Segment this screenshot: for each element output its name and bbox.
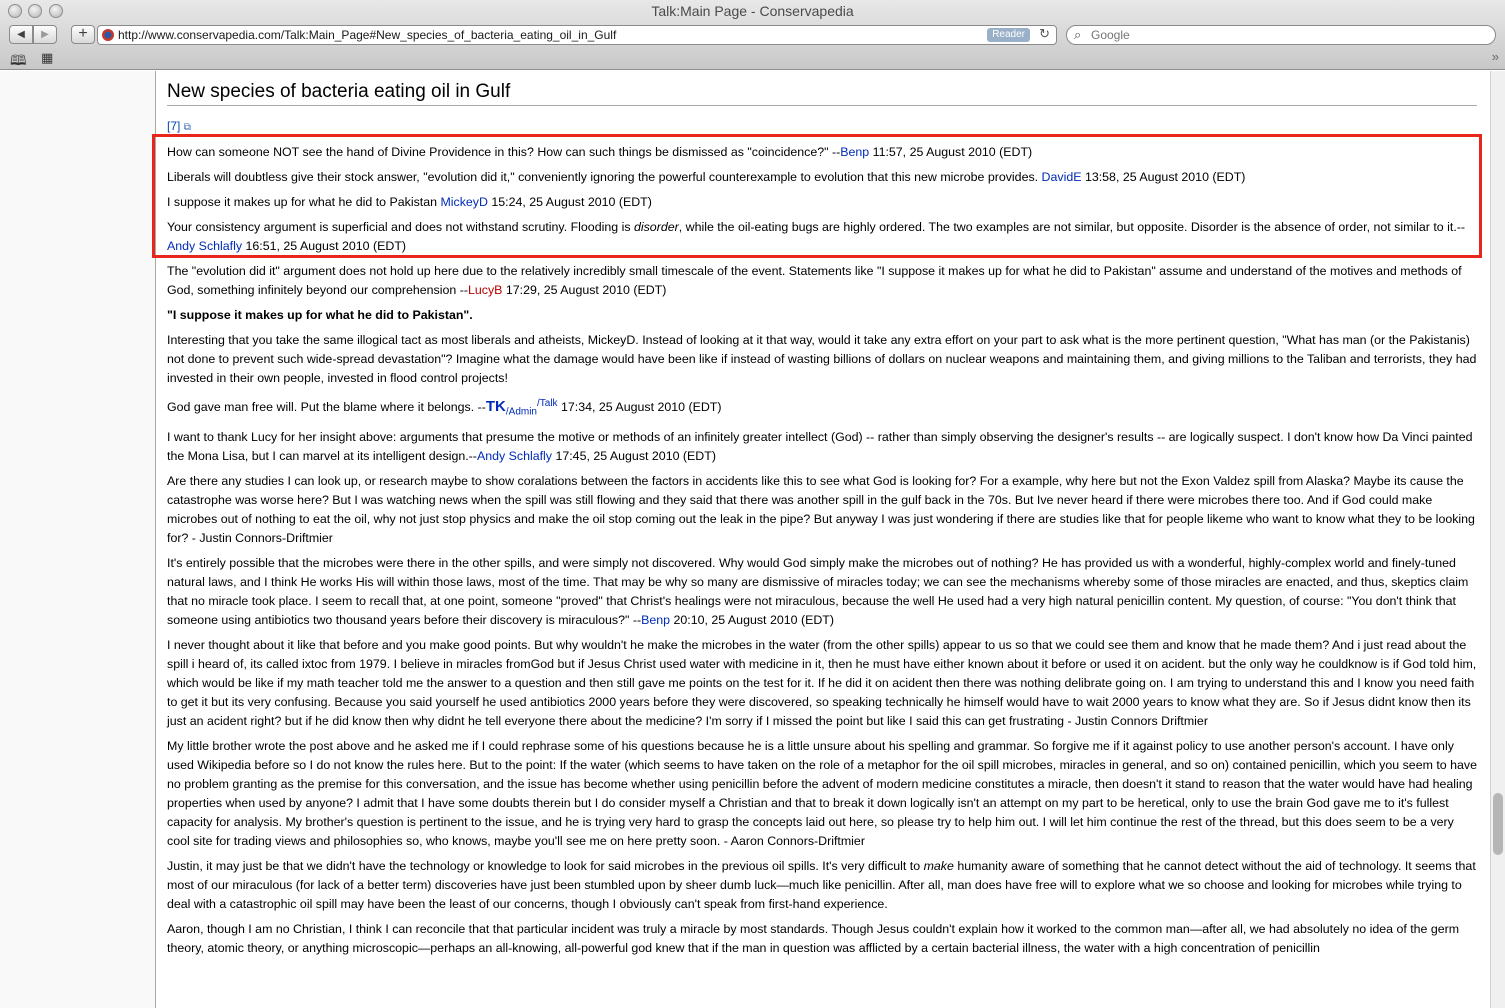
timestamp: 13:58, 25 August 2010 (EDT) — [1081, 170, 1246, 184]
comment-text: humanity aware of something that he cannot detect without the aid of technology. It seems that most of our miraculous (for lack of a better term) discoveries have just been stumbled upon by sheer dumb luck—much like penicillin. After all, man does have free will to explore what we so choose and looking for microbes while trying to deal with a catastrophic oil spill may have been the least of our concerns, though I obviously can't speak from first-hand experience. — [167, 858, 1476, 911]
comment-davide — [167, 168, 1479, 187]
user-link-lucyb[interactable]: LucyB — [467, 283, 503, 297]
quoted-statement: "I suppose it makes up for what he did to Pakistan". — [167, 308, 473, 322]
comment-text: , while the oil-eating bugs are highly ordered. The two examples are not similar, but opposite. Disorder is the absence of order, not similar to it.-- — [678, 220, 1466, 234]
comment-text: The "evolution did it" argument does not hold up here due to the relatively incredibly small timescale of the event. Statements like "I suppose it makes up for what he did to Pakistan" assume and understand of the motives and methods of God, something infinitely beyond our comprehension -- — [167, 264, 1462, 297]
section-heading: New species of bacteria eating oil in Gulf — [167, 81, 1477, 106]
timestamp: 11:57, 25 August 2010 (EDT) — [869, 145, 1033, 159]
comment-text: It's entirely possible that the microbes were there in the other spills, and were simply not discovered. Why would God simply make the microbes out of nothing? He has provided us with a wonderful, highly-complex world and finely-tuned natural laws, and I think He works His will within those laws, most of the time. That may be why so many are dismissive of miracles today; we can see the mechanisms whereby some of those miracles are enacted, and thus, skeptics claim that no miracle took place. I seem to recall that, at one point, someone "proved" that Christ's healings were not miraculous, because the well He used had a very high natural penicillin content. My question, of course: "You don't think that someone using antibiotics two thousand years before their discovery is miraculous?" -- — [167, 555, 1469, 627]
timestamp: 17:29, 25 August 2010 (EDT) — [502, 283, 667, 297]
comment-justin-2: I never thought about it like that before and you make good points. But why wouldn't he make the microbes in the water (from the other spills) appear to us so that we could see them and know that he made them? And i just read about the spill i heard of, its called ixtoc from 1979. I believe in miracles fromGod but if Jesus Christ used water with medicine in it, then he must have either known about it before or used it on acident. but the only way he couldknow is if God told him, which would be like if my math teacher told me the answer to a question and then still gave me points on the test for it. If he did it on acident then there was nothing delibrate going on. I am trying to understand this and I know you need faith to get it but its very confusing. Because you said yourself he used antibiotics 2000 years before they were discovered, so speaking technically he himself would have to wait 2000 years to know what they are. So if Jesus didnt know then its just an acident right? but if he did know then why didnt he tell everyone there about the medicine? I'm sorry if I missed the point but like I said this can get frustrating - Justin Connors Driftmier — [167, 637, 1477, 728]
overflow-chevron-icon[interactable]: » — [1491, 49, 1499, 64]
comment-reply-aaron: Aaron, though I am no Christian, I think I can reconcile that that particular incident was truly a miracle by most standards. Though Jesus couldn't explain how it worked to the common man—after all, we had absolutely no idea of the germ theory, atomic theory, or anything microscopic—perhaps an all-knowing, all-powerful god knew that if the man in question was afflicted by a certain bacterial illness, the water with a high concentration of penicillin — [167, 921, 1460, 955]
talk-link[interactable]: /Talk — [537, 398, 558, 409]
browser-toolbar — [0, 0, 1505, 70]
external-link-icon: ⧉ — [183, 122, 191, 133]
comment-text: I suppose it makes up for what he did to Pakistan — [167, 195, 441, 209]
user-link-andy-schlafly[interactable]: Andy Schlafly — [167, 239, 243, 253]
reference-link[interactable]: [7] — [167, 119, 181, 133]
timestamp: 20:10, 25 August 2010 (EDT) — [670, 612, 834, 627]
address-bar[interactable] — [97, 25, 1057, 45]
search-box[interactable] — [1066, 25, 1496, 45]
scrollbar-thumb[interactable] — [1493, 793, 1503, 855]
timestamp: 17:45, 25 August 2010 (EDT) — [552, 448, 716, 463]
comment-tk — [167, 394, 1479, 422]
talk-section — [167, 71, 1479, 964]
timestamp: 15:24, 25 August 2010 (EDT) — [487, 195, 652, 209]
comment-mickeyd — [167, 193, 1479, 212]
comment-text: Liberals will doubtless give their stock answer, "evolution did it," conveniently ignoring the powerful counterexample to evolution that this new microbe provides. — [167, 170, 1042, 184]
reader-button[interactable]: Reader — [987, 28, 1030, 42]
user-link-davide[interactable]: DavidE — [1041, 170, 1082, 184]
comment-text: Your consistency argument is superficial and does not withstand scrutiny. Flooding is — [167, 220, 634, 234]
add-bookmark-button[interactable]: + — [71, 25, 95, 44]
comment-text: How can someone NOT see the hand of Divine Providence in this? How can such things be dismissed as "coincidence?" -- — [167, 145, 841, 159]
wiki-sidebar — [0, 71, 156, 1008]
comment-benp-1 — [167, 143, 1479, 162]
comment-text: I want to thank Lucy for her insight above: arguments that presume the motive or methods of an infinitely greater intellect (God) -- rather than simply observing the designer's results -- are logically suspect. I don't know how Da Vinci painted the Mona Lisa, but I can marvel at its intelligent design.-- — [167, 429, 1473, 463]
url-text[interactable]: http://www.conservapedia.com/Talk:Main_Page#New_species_of_bacteria_eating_oil_in_Gulf — [118, 28, 617, 42]
comment-text: God gave man free will. Put the blame where it belongs. -- — [167, 400, 486, 415]
top-sites-grid-icon[interactable]: ▦ — [41, 50, 54, 65]
vertical-scrollbar[interactable] — [1490, 71, 1505, 1008]
user-link-benp[interactable]: Benp — [641, 612, 671, 627]
user-link-benp[interactable]: Benp — [840, 145, 870, 159]
admin-link[interactable]: /Admin — [505, 406, 537, 418]
emphasis-text: disorder — [633, 220, 679, 234]
search-icon: ⌕ — [1074, 27, 1082, 42]
reload-icon[interactable]: ↻ — [1039, 26, 1050, 41]
page-viewport — [0, 71, 1490, 1008]
comment-benp-2 — [167, 554, 1479, 630]
timestamp: 17:34, 25 August 2010 (EDT) — [557, 400, 722, 415]
bookmarks-book-icon[interactable]: 🕮 — [10, 52, 27, 68]
user-link-tk[interactable]: TK — [485, 398, 506, 416]
comment-aaron: My little brother wrote the post above and he asked me if I could rephrase some of his questions because he is a little unsure about his spelling and grammar. So forgive me if it against policy to use another person's account. I have only used Wikipedia before so I do not know the rules here. But to the point: If the water (which seems to have taken on the role of a metaphor for the oil spill microbes, miracles in general, and so on) contained penicillin, which you seem to have no problem granting as the premise for this conversation, and the issue has become whether using penicillin before the advent of modern medicine constitutes a miracle, then doesn't it stand to reason that the water would have had healing properties when used by anyone? I admit that I have some doubts therein but I do consider myself a Christian and that to break it down logically isn't an attempt on my part to be heretical, only to use the brain God gave me to it's fullest capacity for analysis. My brother's question is pertinent to the issue, and he is trying very hard to grasp the concepts laid out here, so please try to help him out. I will let him continue the rest of the thread, but this does seem to be a very cool site for trading views and philosophies so, who knows, maybe you'll see me on here pretty soon. - Aaron Connors-Driftmier — [167, 738, 1477, 848]
user-link-mickeyd[interactable]: MickeyD — [440, 195, 488, 209]
timestamp: 16:51, 25 August 2010 (EDT) — [242, 239, 407, 253]
emphasis-text: make — [923, 858, 954, 873]
comment-andy-schlafly-1 — [167, 218, 1479, 256]
comment-andy-schlafly-2 — [167, 428, 1479, 466]
comment-reply-justin — [167, 857, 1479, 914]
comment-reply-illogical: Interesting that you take the same illogical tact as most liberals and atheists, MickeyD. Instead of looking at it that way, would it take any extra effort on your part to ask what is the more pertinent question, "What has man (or the Pakistanis) not done to prevent such wide-spread devastation"? Imagine what the damage would have been like if instead of wasting billions of dollars on nuclear weapons and maintaining them, and giving millions to the Taliban and terrorists, they had invested in their own people, invested in flood control projects! — [167, 333, 1477, 385]
comment-text: Justin, it may just be that we didn't have the technology or knowledge to look for said microbes in the previous oil spills. It's very difficult to — [167, 858, 924, 873]
user-link-andy-schlafly[interactable]: Andy Schlafly — [476, 448, 553, 463]
comment-lucyb — [167, 262, 1479, 300]
forward-button[interactable]: ▶ — [33, 25, 57, 44]
reference-link-row — [167, 117, 1479, 137]
comment-justin-1: Are there any studies I can look up, or research maybe to show coralations between the factors in accidents like this to see what God is looking for? For a example, why here but not the Exon Valdez spill from Alaska? Maybe its cause the catastrophe was worse here? But I was watching news when the spill was still flowing and they said that there was another spill in the gulf back in the 70s. But Ive never heard if there were microbes there too. And if God could make microbes out of nothing to eat the oil, why not just stop physics and make the oil stop coming out the leak in the pipe? But anyway I was just wondering if there are studies like that for people likeme who want to know what they to be looking for? - Justin Connors-Driftmier — [167, 473, 1475, 545]
favicon-flag-icon — [102, 29, 114, 41]
search-input[interactable] — [1091, 27, 1481, 43]
back-button[interactable]: ◀ — [9, 25, 33, 44]
window-title: Talk:Main Page - Conservapedia — [651, 3, 854, 19]
